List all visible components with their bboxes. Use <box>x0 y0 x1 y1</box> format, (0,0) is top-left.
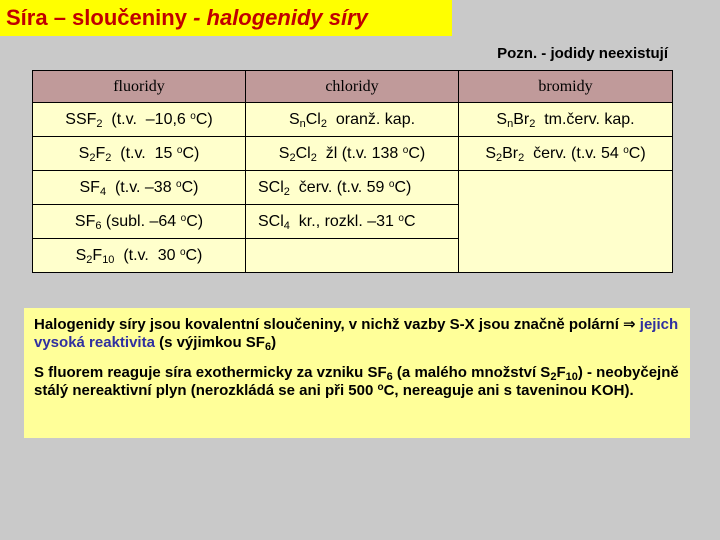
halides-table <box>32 70 673 273</box>
header-chloridy: chloridy <box>246 71 459 103</box>
cell-sf6: $SF_6$ (subl. –64 $^o$C) <box>33 205 246 239</box>
cell-s2f10: $S_2F_{10}$ (t.v. 30 $^o$C) <box>33 239 246 273</box>
cell-empty <box>246 239 459 273</box>
info-box <box>24 308 690 438</box>
cell-sncl2: $S_nCl_2$ oranž. kap. <box>246 103 459 137</box>
table-row <box>33 171 673 205</box>
cell-ssf2: $SSF_2$ (t.v. –10,6 $^o$C) <box>33 103 246 137</box>
cell-sf4: $SF_4$ (t.v. –38 $^o$C) <box>33 171 246 205</box>
cell-s2f2: $S_2F_2$ (t.v. 15 $^o$C) <box>33 137 246 171</box>
title-bar <box>0 0 452 36</box>
note-text: Pozn. - jodidy neexistují <box>497 45 668 62</box>
table-row <box>33 137 673 171</box>
header-bromidy: bromidy <box>459 71 673 103</box>
highlight-text: jejich vysoká reaktivita <box>34 316 679 351</box>
page-subtitle: - halogenidy síry <box>193 5 368 30</box>
table-row <box>33 103 673 137</box>
info-paragraph-1: Halogenidy síry jsou kovalentní sloučeniny, v nichž vazby S-X jsou značně polární ⇒ jejich vysoká reaktivita (s výjimkou $SF_6$) <box>34 316 679 353</box>
info-paragraph-2: S fluorem reaguje síra exothermicky za vzniku $SF_6$ (a malého množství $S_2F_{10}$) - neobyčejně stálý nereaktivní plyn (nerozkládá se ani při 500 $^o$C, nereaguje ani s taveninou KOH). <box>34 364 679 399</box>
page-title: Síra – sloučeniny <box>6 5 194 30</box>
cell-snbr2: $S_nBr_2$ tm.červ. kap. <box>459 103 673 137</box>
implies-arrow: ⇒ <box>623 316 636 333</box>
header-fluoridy: fluoridy <box>33 71 246 103</box>
cell-scl2: SCl$_2$ červ. (t.v. 59 $^o$C) <box>246 171 459 205</box>
table-header-row <box>33 71 673 103</box>
cell-empty <box>459 171 673 273</box>
cell-s2br2: $S_2Br_2$ červ. (t.v. 54 $^o$C) <box>459 137 673 171</box>
cell-s2cl2: $S_2Cl_2$ žl (t.v. 138 $^o$C) <box>246 137 459 171</box>
cell-scl4: SCl$_4$ kr., rozkl. –31 $^o$C <box>246 205 459 239</box>
